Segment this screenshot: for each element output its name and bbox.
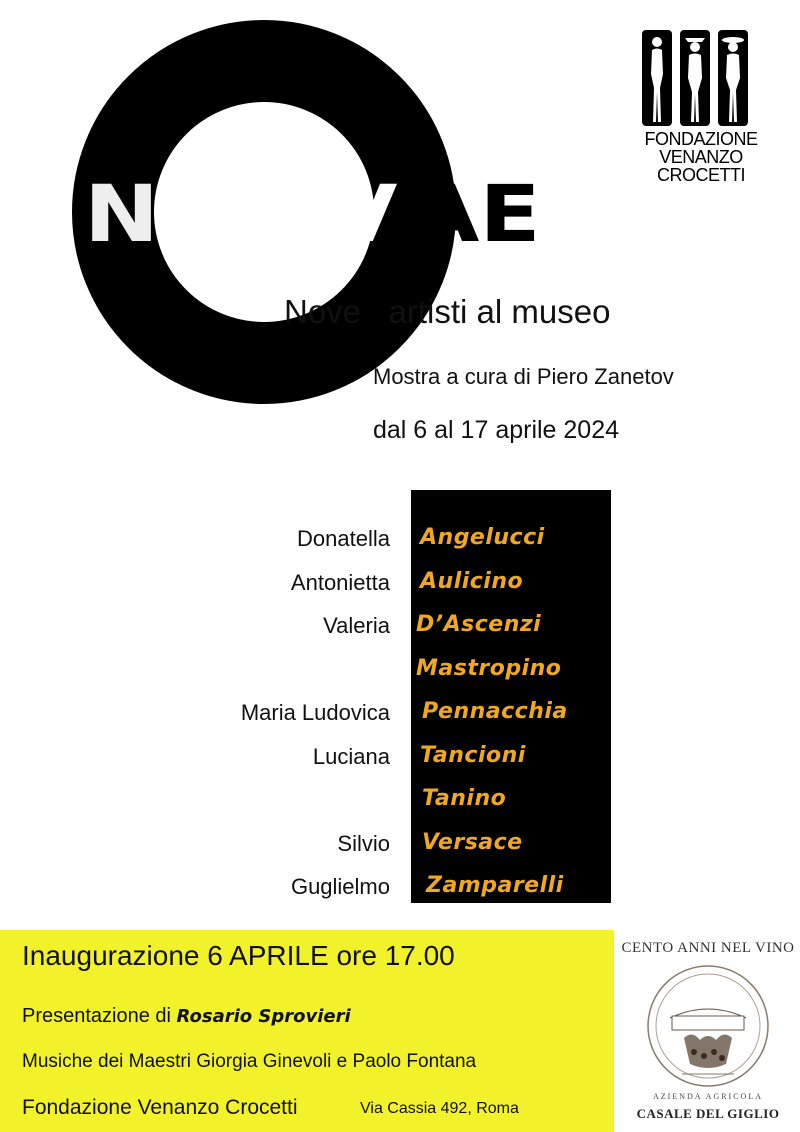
exhibition-subtitle: Nove artisti al museo — [284, 293, 611, 330]
artist-first-name: Luciana — [312, 744, 390, 769]
artist-last-name: Tancioni — [420, 743, 526, 768]
logo-text-fondazione: FONDAZIONE — [644, 129, 758, 149]
artist-last-name: Pennacchia — [422, 699, 568, 724]
artist-last-name: Mastropino — [416, 656, 562, 681]
presentation-line — [22, 1005, 351, 1028]
novae-letters-ae: AE — [410, 170, 541, 260]
artist-last-name: Angelucci — [420, 525, 545, 550]
artist-last-name: Versace — [422, 830, 523, 855]
artist-first-name: Donatella — [297, 526, 390, 551]
sponsor-small-text: AZIENDA AGRICOLA — [653, 1092, 763, 1101]
inauguration-line: Inaugurazione 6 APRILE ore 17.00 — [22, 940, 455, 971]
logo-text-crocetti: CROCETTI — [657, 165, 745, 185]
wine-seal-icon — [642, 960, 774, 1092]
sponsor-name: CASALE DEL GIGLIO — [636, 1106, 780, 1121]
foundation-address: Via Cassia 492, Roma — [360, 1100, 519, 1117]
artist-last-name: D’Ascenzi — [416, 612, 542, 637]
artist-first-name: Guglielmo — [290, 874, 390, 899]
fondazione-crocetti-logo — [636, 28, 766, 188]
presenter-name: Rosario Sprovieri — [176, 1006, 351, 1027]
sponsor-top-text: CENTO ANNI NEL VINO — [621, 940, 795, 956]
novae-letter-n: N — [84, 170, 160, 260]
artist-first-name: Silvio — [337, 831, 390, 856]
artist-last-name: Aulicino — [420, 569, 524, 594]
artist-first-name: Maria Ludovica — [240, 700, 390, 725]
sculpture-figures-icon — [640, 28, 752, 128]
novae-letter-v: V — [328, 170, 398, 260]
music-line: Musiche dei Maestri Giorgia Ginevoli e Paolo Fontana — [22, 1051, 477, 1072]
artist-first-name: Antonietta — [290, 570, 390, 595]
casale-del-giglio-logo — [616, 930, 800, 1132]
artist-first-name: Valeria — [323, 613, 390, 638]
foundation-name: Fondazione Venanzo Crocetti — [22, 1096, 298, 1119]
presentation-prefix: Presentazione di — [22, 1005, 177, 1027]
curator-line: Mostra a cura di Piero Zanetov — [373, 364, 674, 389]
artist-last-name: Tanino — [422, 786, 507, 811]
artist-last-name: Zamparelli — [426, 873, 564, 898]
logo-text-venanzo: VENANZO — [659, 147, 743, 167]
exhibition-dates: dal 6 al 17 aprile 2024 — [373, 416, 620, 444]
